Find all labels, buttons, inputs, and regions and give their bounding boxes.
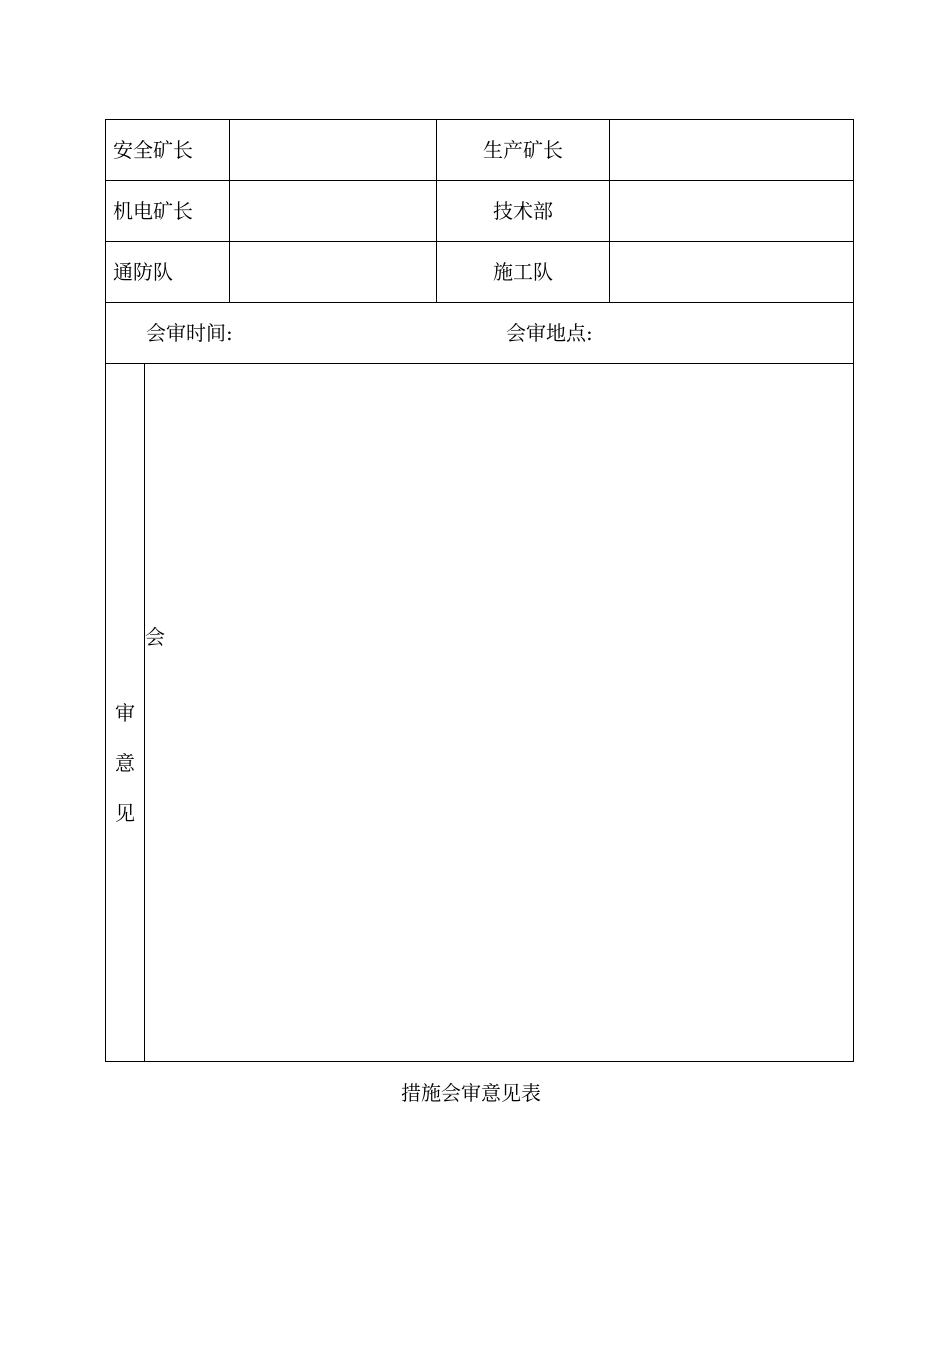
review-opinion-form (105, 119, 854, 1062)
form-row-opinion (106, 364, 854, 1062)
field-tech-dept[interactable] (610, 181, 854, 242)
form-row-ventilation-construction (106, 242, 854, 303)
field-ventilation-team[interactable] (230, 242, 437, 303)
field-construction-team[interactable] (610, 242, 854, 303)
label-electromech-manager: 机电矿长 (106, 181, 230, 242)
opinion-first-char: 会 (145, 625, 165, 649)
form-row-meeting-info (106, 303, 854, 364)
opinion-side-char-3: 见 (115, 800, 135, 825)
field-electromech-manager[interactable] (230, 181, 437, 242)
label-safety-manager: 安全矿长 (106, 120, 230, 181)
meeting-info-cell[interactable] (106, 303, 854, 364)
meeting-place-label: 会审地点: (506, 321, 593, 345)
label-construction-team: 施工队 (437, 242, 610, 303)
form-row-safety-production (106, 120, 854, 181)
field-safety-manager[interactable] (230, 120, 437, 181)
opinion-side-char-2: 意 (115, 750, 135, 775)
form-row-electromech-tech (106, 181, 854, 242)
meeting-time-label: 会审时间: (146, 321, 233, 345)
label-ventilation-team: 通防队 (106, 242, 230, 303)
opinion-side-label (106, 364, 145, 1062)
field-production-manager[interactable] (610, 120, 854, 181)
opinion-side-char-1: 审 (115, 700, 135, 725)
label-production-manager: 生产矿长 (437, 120, 610, 181)
form-caption: 措施会审意见表 (401, 1081, 541, 1105)
label-tech-dept: 技术部 (437, 181, 610, 242)
opinion-body-field[interactable] (145, 364, 854, 1062)
